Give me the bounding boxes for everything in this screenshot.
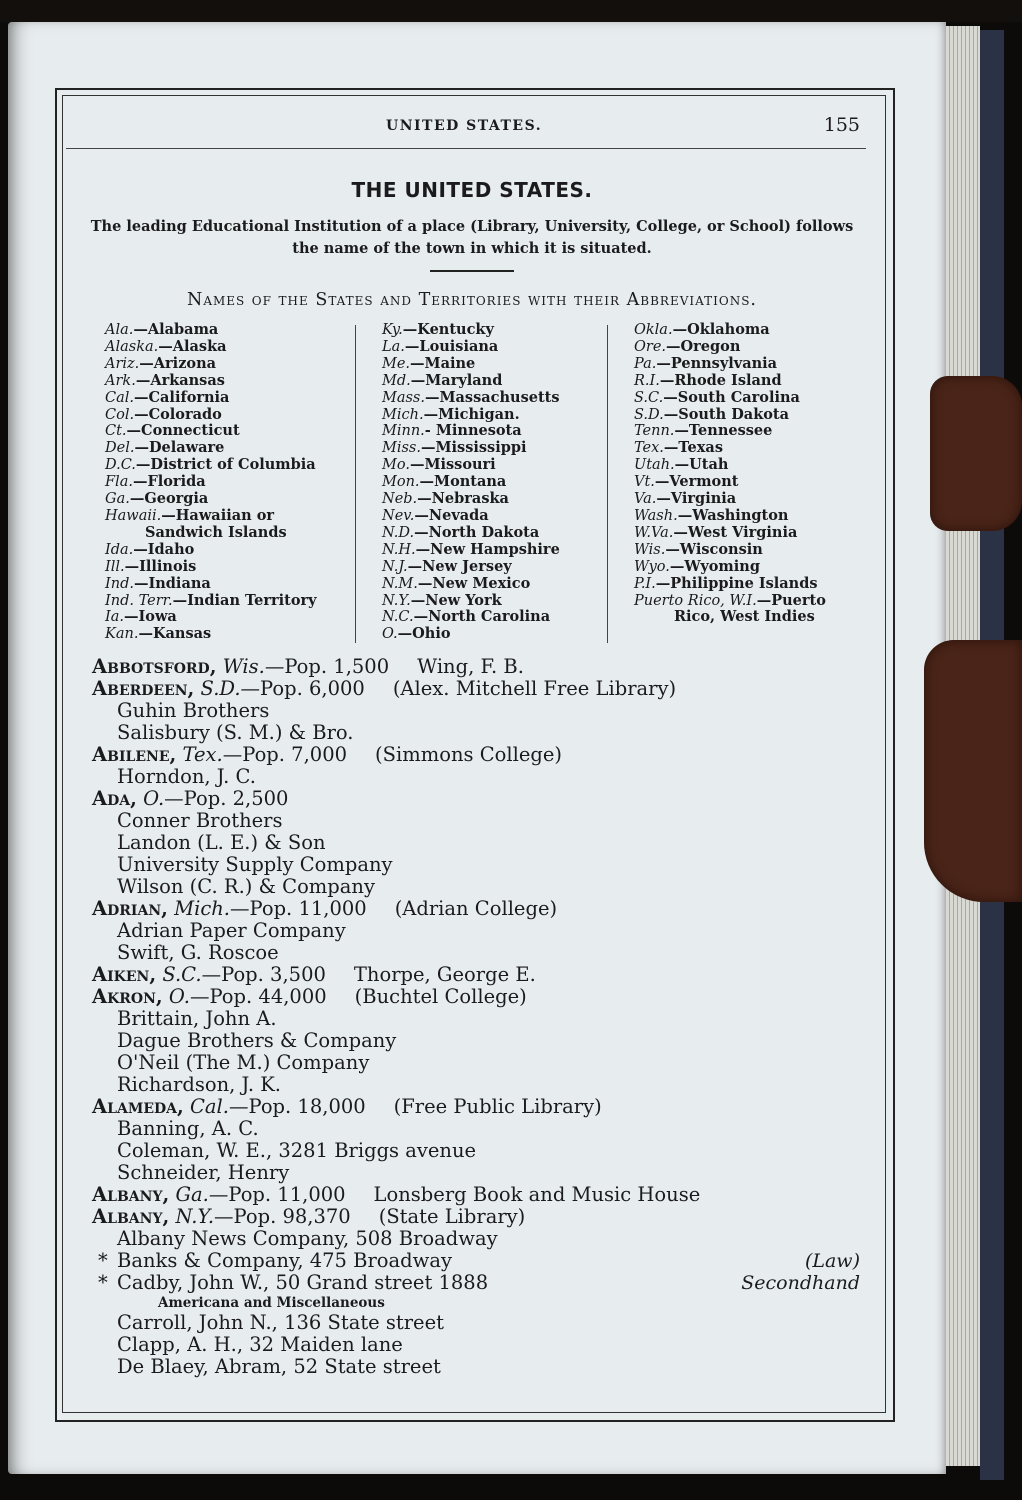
abbreviation-row <box>634 508 874 525</box>
state-name: —Tennessee <box>674 422 773 440</box>
town-name: Abilene, <box>92 743 177 766</box>
state-abbreviation: D.C. <box>105 457 136 474</box>
state-abbreviation: Neb. <box>382 491 418 508</box>
state-abbreviation: Fla. <box>105 474 133 491</box>
state-name: - Minnesota <box>424 422 522 440</box>
state-abbreviation: Ky. <box>382 322 403 338</box>
dealer-entry <box>92 1250 872 1272</box>
state-abbreviation: Wis. <box>634 541 666 558</box>
dealer-entry <box>92 1140 872 1162</box>
state-name: —Colorado <box>134 405 222 423</box>
state-name: —California <box>134 388 230 406</box>
state-abbreviation: N.J. <box>382 558 408 575</box>
state-abbreviation: Tex. <box>634 440 664 457</box>
abbreviation-row <box>105 491 355 508</box>
dealer-entry <box>92 1356 872 1378</box>
abbreviation-row <box>382 440 607 457</box>
dealer-name: Carroll, John N., 136 State street <box>117 1311 444 1334</box>
abbreviation-row <box>105 407 355 424</box>
state-name: —North Dakota <box>414 523 540 541</box>
abbreviation-row <box>105 356 355 373</box>
state-name: Rico, West Indies <box>674 608 815 626</box>
town-name: Adrian, <box>92 897 168 920</box>
abbreviation-row <box>105 576 355 593</box>
state-name: —Georgia <box>129 490 209 508</box>
state-abbreviation: P.I. <box>634 575 656 592</box>
state-name: —New Mexico <box>417 574 531 592</box>
state-name: —Delaware <box>134 439 225 457</box>
abbreviation-row <box>634 423 874 440</box>
dealer-name: Horndon, J. C. <box>117 765 256 788</box>
town-entry <box>92 898 872 920</box>
town-entry <box>92 744 872 766</box>
state-name: —Montana <box>419 473 507 491</box>
abbreviation-row <box>634 440 874 457</box>
institution-or-dealer: (Alex. Mitchell Free Library) <box>392 677 677 700</box>
abbreviation-row <box>382 457 607 474</box>
dealer-name: University Supply Company <box>117 853 393 876</box>
dealer-entry <box>92 1030 872 1052</box>
dealer-name: Richardson, J. K. <box>117 1073 281 1096</box>
state-abbreviation: Ga. <box>105 491 130 508</box>
abbreviation-row <box>105 474 355 491</box>
state-name: —Washington <box>677 506 789 524</box>
dealer-entry <box>92 1052 872 1074</box>
leather-thumb-tab-upper <box>930 376 1022 531</box>
population: —Pop. 44,000 <box>189 985 327 1008</box>
abbreviation-row <box>634 373 874 390</box>
institution-or-dealer: (Free Public Library) <box>393 1095 602 1118</box>
state-name: Sandwich Islands <box>145 523 287 541</box>
abbreviation-row <box>382 423 607 440</box>
abbreviation-row <box>382 559 607 576</box>
dealer-name: Brittain, John A. <box>117 1007 277 1030</box>
state-abbreviation: Ia. <box>105 609 124 626</box>
state-name: —Utah <box>674 456 729 474</box>
abbreviation-row <box>382 339 607 356</box>
abbreviation-row <box>382 508 607 525</box>
state-name: —Puerto <box>756 591 826 609</box>
state-name: —South Dakota <box>663 405 790 423</box>
state-name: —Rhode Island <box>659 371 782 389</box>
abbreviation-row <box>105 508 355 525</box>
state-name: —Maryland <box>410 371 503 389</box>
state-name: —Wisconsin <box>665 540 763 558</box>
running-title: UNITED STATES. <box>386 118 543 134</box>
abbreviation-row <box>382 373 607 390</box>
column-divider <box>355 325 356 643</box>
dealer-name: Swift, G. Roscoe <box>117 941 279 964</box>
town-entry <box>92 788 872 810</box>
abbreviation-row <box>634 457 874 474</box>
state-name: —Michigan. <box>423 405 520 423</box>
state-abbreviation: Col. <box>105 406 135 423</box>
state-name: —Oregon <box>666 337 741 355</box>
column-divider <box>607 325 608 643</box>
dealer-name: Adrian Paper Company <box>117 919 346 942</box>
abbreviation-row <box>105 440 355 457</box>
dealer-name: Banks & Company, 475 Broadway <box>117 1249 452 1272</box>
state-abbreviation: Ala. <box>105 322 134 338</box>
abbreviations-column-1 <box>105 322 355 643</box>
state-name: —Philippine Islands <box>655 574 818 592</box>
abbreviation-row <box>105 322 355 339</box>
abbreviation-row <box>105 626 355 643</box>
state-name: —Ohio <box>397 625 451 643</box>
state-abbreviation: Mich. <box>174 897 230 920</box>
dealer-entry <box>92 1272 872 1294</box>
town-entry <box>92 1096 872 1118</box>
population: —Pop. 11,000 <box>208 1183 346 1206</box>
dealer-name: Cadby, John W., 50 Grand street 1888 <box>117 1271 489 1294</box>
state-name: —Maine <box>410 354 476 372</box>
dealer-name: De Blaey, Abram, 52 State street <box>117 1355 441 1378</box>
state-abbreviation: Del. <box>105 440 135 457</box>
dealer-entry <box>92 942 872 964</box>
state-abbreviation: Miss. <box>382 440 421 457</box>
town-name: Akron, <box>92 985 163 1008</box>
dealer-entry <box>92 1118 872 1140</box>
state-abbreviation: N.C. <box>382 609 414 626</box>
state-name: —Texas <box>663 439 723 457</box>
dealer-entry <box>92 832 872 854</box>
state-name: —North Carolina <box>413 608 551 626</box>
abbreviations-column-3 <box>634 322 874 626</box>
state-name: —Iowa <box>123 608 177 626</box>
abbreviation-row <box>105 525 355 542</box>
state-abbreviation: La. <box>382 338 405 355</box>
abbreviation-row <box>105 593 355 610</box>
state-name: —Missouri <box>409 456 496 474</box>
state-name: —Nebraska <box>417 490 509 508</box>
abbreviation-row <box>634 576 874 593</box>
state-abbreviation: N.H. <box>382 541 416 558</box>
abbreviation-row <box>382 525 607 542</box>
state-abbreviation: Mass. <box>382 389 425 406</box>
state-name: —New York <box>410 591 502 609</box>
population: —Pop. 11,000 <box>230 897 367 920</box>
state-name: —Wyoming <box>669 557 760 575</box>
state-abbreviation: Minn. <box>382 423 425 440</box>
state-abbreviation: Cal. <box>105 389 134 406</box>
dealer-entry <box>92 854 872 876</box>
state-abbreviation: Cal. <box>190 1095 229 1118</box>
leather-thumb-tab-lower <box>924 640 1022 902</box>
state-abbreviation: Tenn. <box>634 423 675 440</box>
state-abbreviation: N.D. <box>382 524 415 541</box>
state-name: —Arkansas <box>135 371 225 389</box>
state-name: —Mississippi <box>420 439 527 457</box>
dealer-specialty: (Law) <box>804 1250 860 1272</box>
state-abbreviation: Alaska. <box>105 338 159 355</box>
running-head <box>66 112 866 149</box>
state-name: —Vermont <box>654 473 739 491</box>
state-name: —South Carolina <box>663 388 800 406</box>
town-entry <box>92 1206 872 1228</box>
state-abbreviation: N.Y. <box>175 1205 215 1228</box>
state-name: —Indian Territory <box>172 591 317 609</box>
abbreviation-row <box>634 407 874 424</box>
dealer-entry <box>92 722 872 744</box>
state-abbreviation: O. <box>168 985 190 1008</box>
abbreviations-heading: Names of the States and Territories with their Abbreviations. <box>187 290 757 310</box>
dealer-entry <box>92 876 872 898</box>
dealer-name: Dague Brothers & Company <box>117 1029 397 1052</box>
town-entry <box>92 1184 872 1206</box>
book-spine-top <box>0 0 1022 22</box>
title-rule <box>430 270 514 272</box>
town-entry <box>92 964 872 986</box>
town-entry <box>92 678 872 700</box>
abbreviation-row <box>382 390 607 407</box>
state-abbreviation: Okla. <box>634 322 673 338</box>
state-abbreviation: Md. <box>382 372 411 389</box>
abbreviation-row <box>382 542 607 559</box>
dealer-name: Clapp, A. H., 32 Maiden lane <box>117 1333 403 1356</box>
state-abbreviation: Wis. <box>222 655 265 678</box>
state-abbreviation: S.D. <box>634 406 664 423</box>
asterisk-marker: * <box>98 1271 108 1294</box>
abbreviation-row <box>634 525 874 542</box>
page-number: 155 <box>823 114 860 136</box>
abbreviation-row <box>105 390 355 407</box>
state-abbreviation: O. <box>382 626 398 643</box>
dealer-name: Coleman, W. E., 3281 Briggs avenue <box>117 1139 477 1162</box>
town-name: Aiken, <box>92 963 157 986</box>
state-abbreviation: S.D. <box>200 677 241 700</box>
state-name: —Indiana <box>133 574 211 592</box>
page-title: THE UNITED STATES. <box>351 178 593 202</box>
abbreviation-row <box>105 457 355 474</box>
dealer-entry <box>92 1228 872 1250</box>
abbreviation-row <box>105 559 355 576</box>
state-abbreviation: Ct. <box>105 423 127 440</box>
abbreviation-row <box>634 491 874 508</box>
abbreviation-row <box>382 356 607 373</box>
institution-or-dealer: (Buchtel College) <box>354 985 527 1008</box>
state-abbreviation: S.C. <box>634 389 664 406</box>
institution-or-dealer: Wing, F. B. <box>417 655 524 678</box>
town-name: Albany, <box>92 1205 170 1228</box>
state-name: —New Hampshire <box>415 540 560 558</box>
state-name: —Alabama <box>133 321 219 338</box>
abbreviation-row <box>634 339 874 356</box>
dealer-specialty: Secondhand <box>741 1272 860 1294</box>
population: —Pop. 3,500 <box>201 963 326 986</box>
state-name: —District of Columbia <box>135 456 316 474</box>
state-abbreviation: Wash. <box>634 507 678 524</box>
dealer-entry <box>92 1312 872 1334</box>
state-name: —Florida <box>132 473 206 491</box>
state-name: —Idaho <box>133 540 195 558</box>
town-name: Ada, <box>92 787 137 810</box>
state-abbreviation: Ind. <box>105 575 134 592</box>
state-abbreviation: Mo. <box>382 457 410 474</box>
dealer-entry <box>92 1334 872 1356</box>
directory-entries <box>92 656 872 1378</box>
dealer-name: Landon (L. E.) & Son <box>117 831 326 854</box>
state-abbreviation: Mich. <box>382 406 424 423</box>
town-name: Alameda, <box>92 1095 184 1118</box>
state-abbreviation: O. <box>143 787 165 810</box>
intro-paragraph: The leading Educational Institution of a place (Library, University, College, or School) follows the name of the town in which it is situated. <box>90 218 854 257</box>
specialty-note: Americana and Miscellaneous <box>158 1295 385 1311</box>
state-name: —Illinois <box>124 557 197 575</box>
state-abbreviation: Ariz. <box>105 355 140 372</box>
dealer-entry <box>92 1074 872 1096</box>
state-name: —Kansas <box>138 625 212 643</box>
dealer-name: Wilson (C. R.) & Company <box>117 875 375 898</box>
institution-or-dealer: (State Library) <box>378 1205 526 1228</box>
abbreviation-row <box>382 407 607 424</box>
institution-or-dealer: (Simmons College) <box>375 743 563 766</box>
state-abbreviation: Vt. <box>634 474 655 491</box>
dealer-name: Schneider, Henry <box>117 1161 290 1184</box>
abbreviation-row <box>634 322 874 339</box>
state-abbreviation: Ill. <box>105 558 125 575</box>
abbreviation-row <box>382 474 607 491</box>
abbreviation-row <box>382 609 607 626</box>
state-abbreviation: Kan. <box>105 626 139 643</box>
abbreviations-column-2 <box>382 322 607 643</box>
abbreviation-row <box>105 423 355 440</box>
state-abbreviation: Nev. <box>382 507 415 524</box>
state-abbreviation: N.Y. <box>382 592 411 609</box>
dealer-name: Banning, A. C. <box>117 1117 259 1140</box>
state-abbreviation: Mon. <box>382 474 420 491</box>
dealer-name: Salisbury (S. M.) & Bro. <box>117 721 354 744</box>
state-abbreviation: Ida. <box>105 541 134 558</box>
abbreviation-row <box>634 609 874 626</box>
abbreviation-row <box>634 593 874 610</box>
population: —Pop. 98,370 <box>214 1205 351 1228</box>
abbreviation-row <box>105 542 355 559</box>
state-abbreviation: Va. <box>634 491 657 508</box>
state-abbreviation: Me. <box>382 355 411 372</box>
abbreviation-row <box>634 390 874 407</box>
state-name: —Kentucky <box>402 321 494 338</box>
abbreviation-row <box>382 576 607 593</box>
state-name: —New Jersey <box>407 557 512 575</box>
state-abbreviation: S.C. <box>162 963 202 986</box>
state-name: —West Virginia <box>673 523 798 541</box>
state-name: —Louisiana <box>404 337 499 355</box>
state-abbreviation: Puerto Rico, W.I. <box>634 592 757 609</box>
town-entry <box>92 656 872 678</box>
state-abbreviation: W.Va. <box>634 524 674 541</box>
abbreviation-row <box>634 559 874 576</box>
state-name: —Alaska <box>158 337 227 355</box>
institution-or-dealer: (Adrian College) <box>394 897 558 920</box>
state-name: —Hawaiian or <box>161 506 275 524</box>
state-abbreviation: R.I. <box>634 372 660 389</box>
state-abbreviation: Ga. <box>175 1183 209 1206</box>
state-name: —Nevada <box>414 506 489 524</box>
population: —Pop. 18,000 <box>228 1095 366 1118</box>
state-abbreviation: Ark. <box>105 372 136 389</box>
state-name: —Virginia <box>656 490 737 508</box>
state-name: —Connecticut <box>126 422 240 440</box>
state-abbreviation: Ind. Terr. <box>105 592 173 609</box>
dealer-name: Conner Brothers <box>117 809 283 832</box>
abbreviation-row <box>634 474 874 491</box>
population: —Pop. 7,000 <box>222 743 348 766</box>
population: —Pop. 2,500 <box>164 787 289 810</box>
dealer-entry <box>92 810 872 832</box>
town-name: Aberdeen, <box>92 677 195 700</box>
town-name: Albany, <box>92 1183 170 1206</box>
dealer-entry <box>92 1162 872 1184</box>
town-entry <box>92 986 872 1008</box>
abbreviation-row <box>634 542 874 559</box>
dealer-entry <box>92 1008 872 1030</box>
state-name: —Pennsylvania <box>656 354 778 372</box>
population: —Pop. 6,000 <box>240 677 365 700</box>
abbreviation-row <box>382 322 607 339</box>
state-abbreviation: Hawaii. <box>105 507 162 524</box>
abbreviation-row <box>105 609 355 626</box>
dealer-entry <box>92 920 872 942</box>
abbreviation-row <box>382 491 607 508</box>
abbreviation-row <box>105 373 355 390</box>
abbreviation-row <box>634 356 874 373</box>
dealer-name: Guhin Brothers <box>117 699 270 722</box>
state-abbreviation: N.M. <box>382 575 418 592</box>
population: —Pop. 1,500 <box>264 655 390 678</box>
dealer-entry <box>92 766 872 788</box>
institution-or-dealer: Lonsberg Book and Music House <box>373 1183 701 1206</box>
dealer-entry <box>92 700 872 722</box>
state-abbreviation: Tex. <box>182 743 223 766</box>
dealer-name: O'Neil (The M.) Company <box>117 1051 370 1074</box>
abbreviation-row <box>105 339 355 356</box>
state-name: —Oklahoma <box>672 321 770 338</box>
asterisk-marker: * <box>98 1249 108 1272</box>
state-name: —Arizona <box>139 354 217 372</box>
institution-or-dealer: Thorpe, George E. <box>353 963 536 986</box>
abbreviation-row <box>382 626 607 643</box>
town-name: Abbotsford, <box>92 655 217 678</box>
dealer-name: Albany News Company, 508 Broadway <box>117 1227 498 1250</box>
state-abbreviation: Wyo. <box>634 558 670 575</box>
state-abbreviation: Pa. <box>634 355 657 372</box>
state-name: —Massachusetts <box>424 388 560 406</box>
state-abbreviation: Utah. <box>634 457 675 474</box>
state-abbreviation: Ore. <box>634 338 667 355</box>
abbreviation-row <box>382 593 607 610</box>
